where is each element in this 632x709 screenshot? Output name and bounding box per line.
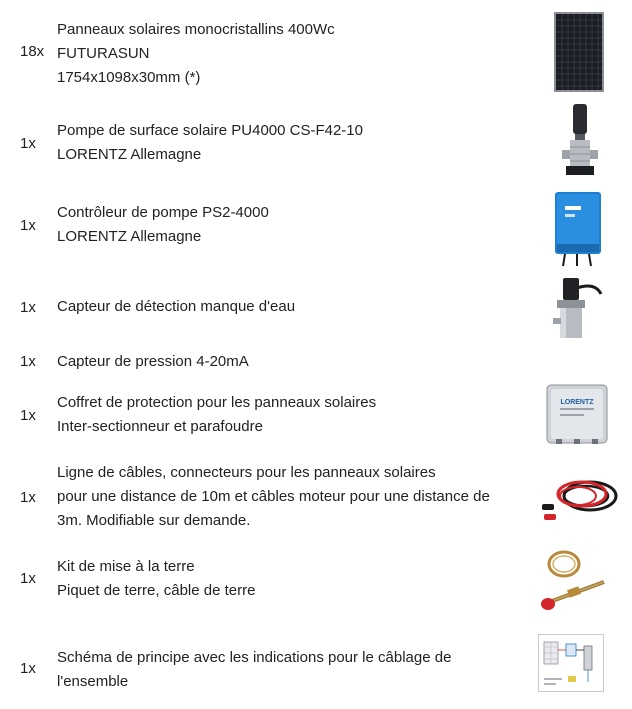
item-line: 1754x1098x30mm (*) xyxy=(57,69,201,86)
item-description xyxy=(57,391,527,439)
list-item-grounding-kit xyxy=(0,548,632,614)
list-item-solar-panels xyxy=(0,14,632,98)
item-line: Panneaux solaires monocristallins 400Wc xyxy=(57,21,335,38)
grounding-kit-icon xyxy=(538,548,608,614)
item-line: Pompe de surface solaire PU4000 CS-F42-10 xyxy=(57,122,363,139)
list-item-cables xyxy=(0,460,632,534)
list-item-water-sensor xyxy=(0,274,632,344)
item-line: FUTURASUN xyxy=(57,45,150,62)
item-description xyxy=(57,555,527,603)
item-line: Capteur de détection manque d'eau xyxy=(57,298,296,315)
item-description xyxy=(57,119,527,167)
item-line: Inter-sectionneur et parafoudre xyxy=(57,418,263,435)
item-quantity: 18x xyxy=(20,43,45,60)
item-line: LORENTZ Allemagne xyxy=(57,146,202,163)
list-item-pressure-sensor xyxy=(0,350,632,376)
protection-box-icon xyxy=(546,384,608,446)
item-quantity: 1x xyxy=(20,489,36,506)
item-description xyxy=(57,201,527,249)
wiring-diagram-icon xyxy=(538,634,604,692)
item-quantity: 1x xyxy=(20,299,36,316)
list-item-protection-box xyxy=(0,386,632,448)
pump-controller-icon xyxy=(553,188,605,268)
box-brand-label: LORENTZ xyxy=(560,399,594,406)
water-sensor-icon xyxy=(543,274,603,344)
item-description xyxy=(57,18,527,90)
item-quantity: 1x xyxy=(20,660,36,677)
item-line: Capteur de pression 4-20mA xyxy=(57,353,249,370)
item-line: pour une distance de 10m et câbles moteur pour une distance de xyxy=(57,488,490,505)
cables-icon xyxy=(540,472,620,522)
item-quantity: 1x xyxy=(20,353,36,370)
item-quantity: 1x xyxy=(20,407,36,424)
item-line: Coffret de protection pour les panneaux solaires xyxy=(57,394,377,411)
list-item-surface-pump xyxy=(0,110,632,186)
list-item-wiring-diagram xyxy=(0,634,632,694)
item-quantity: 1x xyxy=(20,217,36,234)
item-line: Schéma de principe avec les indications pour le câblage de xyxy=(57,649,452,666)
item-line: Piquet de terre, câble de terre xyxy=(57,582,256,599)
item-line: 3m. Modifiable sur demande. xyxy=(57,512,251,529)
solar-panel-icon xyxy=(554,12,604,92)
item-description xyxy=(57,350,527,374)
item-line: LORENTZ Allemagne xyxy=(57,228,202,245)
item-line: Ligne de câbles, connecteurs pour les panneaux solaires xyxy=(57,464,436,481)
surface-pump-icon xyxy=(560,104,600,184)
item-description xyxy=(57,461,527,533)
item-line: Contrôleur de pompe PS2-4000 xyxy=(57,204,269,221)
item-quantity: 1x xyxy=(20,570,36,587)
item-line: Kit de mise à la terre xyxy=(57,558,195,575)
list-item-pump-controller xyxy=(0,192,632,268)
item-description xyxy=(57,295,527,319)
item-line: l'ensemble xyxy=(57,673,129,690)
item-description xyxy=(57,646,527,694)
item-quantity: 1x xyxy=(20,135,36,152)
